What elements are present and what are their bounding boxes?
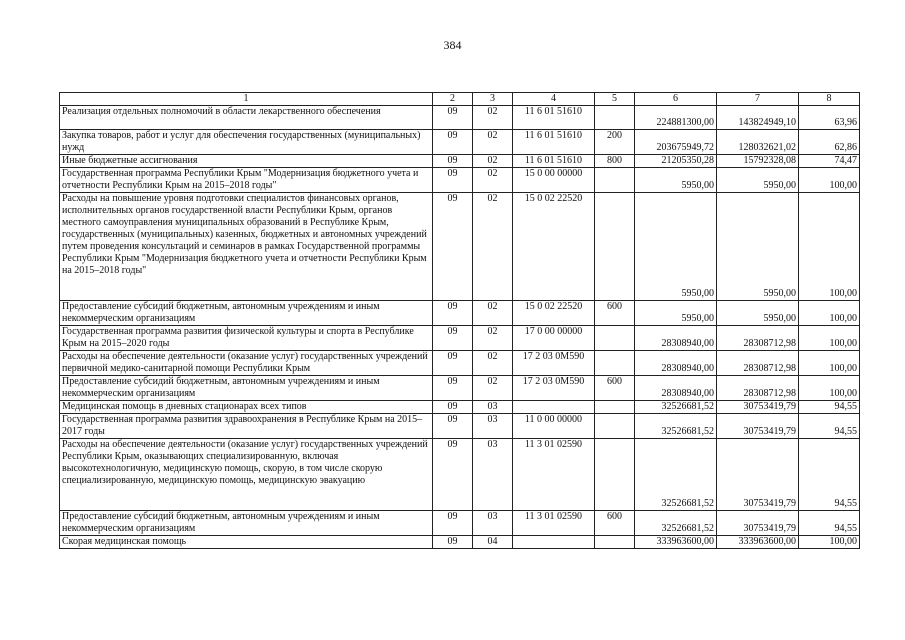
row-target-article: 15 0 02 22520: [513, 301, 595, 326]
table-row: [60, 351, 860, 376]
row-name: Государственная программа развития здравоохранения в Республике Крым на 2015–2017 годы: [60, 414, 433, 439]
row-subsection: 02: [473, 326, 513, 351]
row-percent: 100,00: [799, 326, 860, 351]
row-name: Медицинская помощь в дневных стационарах всех типов: [60, 401, 433, 414]
row-section: 09: [433, 401, 473, 414]
column-header-cell: 1: [60, 93, 433, 106]
row-approved: 224881300,00: [635, 106, 717, 130]
row-percent: 94,55: [799, 439, 860, 511]
row-percent: 100,00: [799, 351, 860, 376]
row-executed: 5950,00: [717, 193, 799, 301]
row-approved: 5950,00: [635, 168, 717, 193]
row-subsection: 03: [473, 439, 513, 511]
row-name: Расходы на повышение уровня подготовки специалистов финансовых органов, исполнительных органов государственной власти Республики Крым, органов местного самоуправления муниципальных образований в Республике Крым, государственных (муниципальных) казенных, бюджетных и автономных учреждений путем проведения консультаций и семинаров в рамках Государственной программы Республики Крым "Модернизация бюджетного учета и отчетности Республики Крым на 2015–2018 годы": [60, 193, 433, 301]
table-row: [60, 414, 860, 439]
row-executed: 30753419,79: [717, 401, 799, 414]
row-expense-type: [595, 168, 635, 193]
row-executed: 5950,00: [717, 301, 799, 326]
row-executed: 128032621,02: [717, 130, 799, 155]
row-target-article: 11 3 01 02590: [513, 511, 595, 536]
row-section: 09: [433, 326, 473, 351]
row-percent: 94,55: [799, 511, 860, 536]
row-target-article: 11 6 01 51610: [513, 130, 595, 155]
row-executed: 28308712,98: [717, 326, 799, 351]
row-percent: 100,00: [799, 376, 860, 401]
row-name: Иные бюджетные ассигнования: [60, 155, 433, 168]
row-approved: 28308940,00: [635, 376, 717, 401]
column-header-cell: 3: [473, 93, 513, 106]
row-approved: 333963600,00: [635, 536, 717, 549]
row-executed: 5950,00: [717, 168, 799, 193]
row-section: 09: [433, 351, 473, 376]
row-name: Закупка товаров, работ и услуг для обеспечения государственных (муниципальных) нужд: [60, 130, 433, 155]
row-section: 09: [433, 439, 473, 511]
row-expense-type: [595, 351, 635, 376]
row-expense-type: [595, 536, 635, 549]
row-approved: 32526681,52: [635, 414, 717, 439]
row-executed: 15792328,08: [717, 155, 799, 168]
row-subsection: 02: [473, 193, 513, 301]
row-target-article: 17 0 00 00000: [513, 326, 595, 351]
row-subsection: 02: [473, 351, 513, 376]
table-row: [60, 326, 860, 351]
row-expense-type: [595, 106, 635, 130]
row-section: 09: [433, 414, 473, 439]
row-executed: 30753419,79: [717, 511, 799, 536]
row-approved: 32526681,52: [635, 401, 717, 414]
table-row: [60, 168, 860, 193]
row-approved: 203675949,72: [635, 130, 717, 155]
column-header-cell: 7: [717, 93, 799, 106]
row-target-article: [513, 401, 595, 414]
row-target-article: 11 0 00 00000: [513, 414, 595, 439]
column-header-cell: 2: [433, 93, 473, 106]
row-percent: 74,47: [799, 155, 860, 168]
row-percent: 100,00: [799, 168, 860, 193]
page-number: 384: [443, 38, 462, 52]
row-subsection: 02: [473, 106, 513, 130]
row-approved: 21205350,28: [635, 155, 717, 168]
row-section: 09: [433, 301, 473, 326]
row-subsection: 03: [473, 401, 513, 414]
row-expense-type: 600: [595, 511, 635, 536]
row-section: 09: [433, 511, 473, 536]
row-expense-type: [595, 326, 635, 351]
row-expense-type: [595, 401, 635, 414]
row-section: 09: [433, 130, 473, 155]
row-percent: 100,00: [799, 301, 860, 326]
row-subsection: 02: [473, 130, 513, 155]
row-target-article: 17 2 03 0М590: [513, 376, 595, 401]
row-executed: 333963600,00: [717, 536, 799, 549]
row-executed: 30753419,79: [717, 414, 799, 439]
row-name: Расходы на обеспечение деятельности (оказание услуг) государственных учреждений первичной медико-санитарной помощи Республики Крым: [60, 351, 433, 376]
table-row: [60, 439, 860, 511]
table-row: [60, 536, 860, 549]
row-section: 09: [433, 193, 473, 301]
table-row: [60, 193, 860, 301]
row-percent: 100,00: [799, 193, 860, 301]
row-section: 09: [433, 155, 473, 168]
table-row: [60, 130, 860, 155]
row-executed: 28308712,98: [717, 351, 799, 376]
column-header-cell: 4: [513, 93, 595, 106]
column-header-cell: 5: [595, 93, 635, 106]
row-name: Государственная программа развития физической культуры и спорта в Республике Крым на 2015–2020 годы: [60, 326, 433, 351]
row-subsection: 02: [473, 301, 513, 326]
row-approved: 28308940,00: [635, 351, 717, 376]
column-header-cell: 6: [635, 93, 717, 106]
row-target-article: 11 6 01 51610: [513, 155, 595, 168]
row-expense-type: [595, 193, 635, 301]
row-subsection: 03: [473, 511, 513, 536]
row-expense-type: [595, 439, 635, 511]
budget-table: [59, 92, 860, 549]
table-row: [60, 155, 860, 168]
row-subsection: 02: [473, 155, 513, 168]
table-row: [60, 511, 860, 536]
row-section: 09: [433, 536, 473, 549]
row-executed: 28308712,98: [717, 376, 799, 401]
column-header-cell: 8: [799, 93, 860, 106]
row-executed: 30753419,79: [717, 439, 799, 511]
row-target-article: 17 2 03 0М590: [513, 351, 595, 376]
row-name: Реализация отдельных полномочий в области лекарственного обеспечения: [60, 106, 433, 130]
row-percent: 94,55: [799, 414, 860, 439]
row-expense-type: [595, 414, 635, 439]
row-section: 09: [433, 168, 473, 193]
row-name: Расходы на обеспечение деятельности (оказание услуг) государственных учреждений Республики Крым, оказывающих специализированную, включая высокотехнологичную, медицинскую помощь, скорую, в том числе скорую специализированную, медицинскую помощь, медицинскую эвакуацию: [60, 439, 433, 511]
column-number-header: [60, 93, 860, 106]
row-executed: 143824949,10: [717, 106, 799, 130]
row-expense-type: 800: [595, 155, 635, 168]
row-percent: 62,86: [799, 130, 860, 155]
row-subsection: 04: [473, 536, 513, 549]
row-target-article: 11 3 01 02590: [513, 439, 595, 511]
table-row: [60, 106, 860, 130]
table-row: [60, 376, 860, 401]
row-name: Предоставление субсидий бюджетным, автономным учреждениям и иным некоммерческим организациям: [60, 376, 433, 401]
row-percent: 63,96: [799, 106, 860, 130]
row-approved: 5950,00: [635, 301, 717, 326]
row-name: Скорая медицинская помощь: [60, 536, 433, 549]
row-approved: 28308940,00: [635, 326, 717, 351]
table-row: [60, 301, 860, 326]
row-approved: 5950,00: [635, 193, 717, 301]
row-expense-type: 600: [595, 376, 635, 401]
row-approved: 32526681,52: [635, 511, 717, 536]
row-section: 09: [433, 106, 473, 130]
row-expense-type: 200: [595, 130, 635, 155]
row-target-article: 15 0 00 00000: [513, 168, 595, 193]
row-subsection: 03: [473, 414, 513, 439]
row-name: Государственная программа Республики Крым "Модернизация бюджетного учета и отчетности Республики Крым на 2015–2018 годы": [60, 168, 433, 193]
row-target-article: 15 0 02 22520: [513, 193, 595, 301]
row-expense-type: 600: [595, 301, 635, 326]
row-percent: 94,55: [799, 401, 860, 414]
row-target-article: 11 6 01 51610: [513, 106, 595, 130]
row-subsection: 02: [473, 168, 513, 193]
row-name: Предоставление субсидий бюджетным, автономным учреждениям и иным некоммерческим организациям: [60, 511, 433, 536]
table-row: [60, 401, 860, 414]
row-percent: 100,00: [799, 536, 860, 549]
row-target-article: [513, 536, 595, 549]
row-subsection: 02: [473, 376, 513, 401]
row-name: Предоставление субсидий бюджетным, автономным учреждениям и иным некоммерческим организациям: [60, 301, 433, 326]
row-section: 09: [433, 376, 473, 401]
row-approved: 32526681,52: [635, 439, 717, 511]
